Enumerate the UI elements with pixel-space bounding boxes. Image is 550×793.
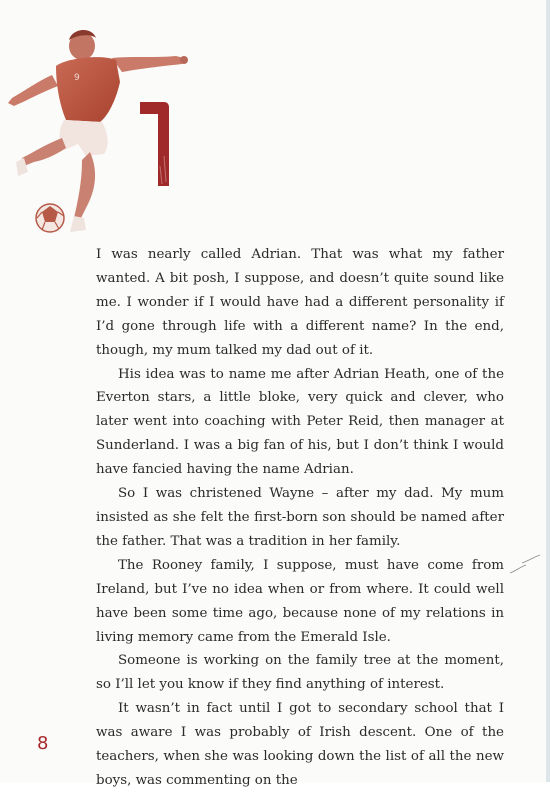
page-number: 8 xyxy=(37,733,49,754)
paragraph: Someone is working on the family tree at the moment, so I’ll let you know if they find anything of interest. xyxy=(96,653,504,693)
body-text xyxy=(96,243,504,793)
paragraph: His idea was to name me after Adrian Heath, one of the Everton stars, a little bloke, very quick and clever, who later went into coaching with Peter Reid, then manager at Sunderland. I was a big fan of his, but I don’t think I would have fancied having the name Adrian. xyxy=(96,366,504,478)
svg-text:9: 9 xyxy=(74,73,80,83)
paragraph: So I was christened Wayne – after my dad. My mum insisted as she felt the first-born son should be named after the father. That was a tradition in her family. xyxy=(96,486,504,549)
chapter-number xyxy=(136,96,176,188)
scan-edge xyxy=(546,0,550,782)
paragraph: It wasn’t in fact until I got to secondary school that I was aware I was probably of Irish descent. One of the teachers, when she was looking down the list of all the new boys, was commenting on the xyxy=(96,701,504,788)
paragraph: I was nearly called Adrian. That was what my father wanted. A bit posh, I suppose, and doesn’t quite sound like me. I wonder if I would have had a different personality if I’d gone through life with a different name? In the end, though, my mum talked my dad out of it. xyxy=(96,247,504,358)
paragraph: The Rooney family, I suppose, must have come from Ireland, but I’ve no idea when or from where. It could well have been some time ago, because none of my relations in living memory came from the Emerald Isle. xyxy=(96,557,504,645)
pencil-mark xyxy=(508,553,542,577)
